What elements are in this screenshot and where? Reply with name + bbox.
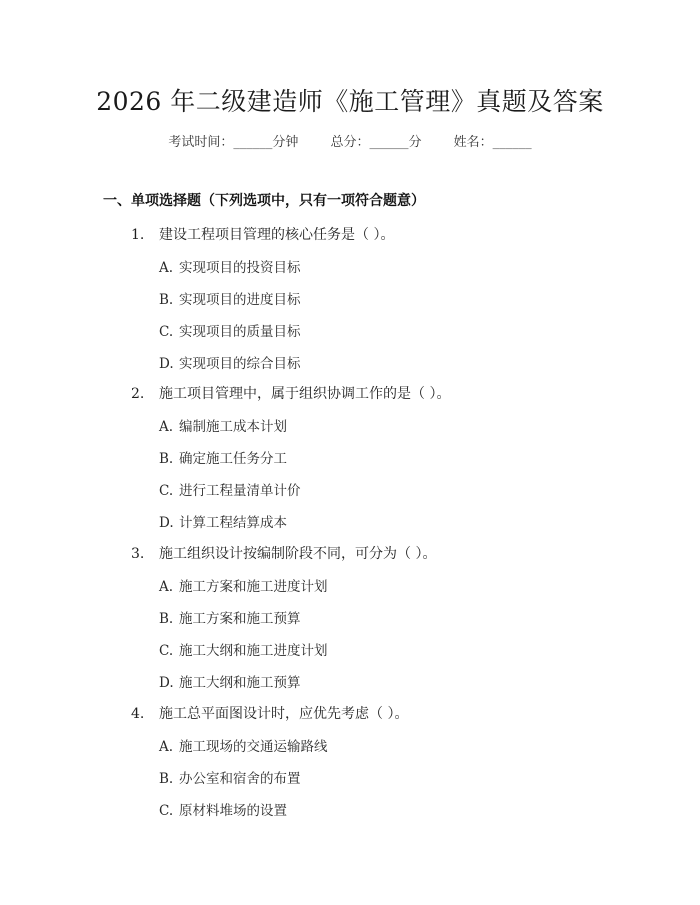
question-text: 建设工程项目管理的核心任务是（ ）。 [159, 227, 395, 243]
exam-info [0, 131, 700, 150]
option [159, 735, 328, 755]
option-text: 确定施工任务分工 [179, 451, 287, 467]
option-text: 实现项目的进度目标 [179, 292, 301, 308]
option-text: 施工现场的交通运输路线 [179, 739, 328, 755]
section-heading: 一、单项选择题（下列选项中，只有一项符合题意） [103, 193, 425, 209]
option [159, 511, 287, 531]
question-2 [131, 383, 450, 403]
option-letter: D. [159, 675, 174, 691]
question-number: 2. [131, 386, 145, 402]
option-text: 施工大纲和施工预算 [179, 675, 301, 691]
option-letter: B. [159, 611, 174, 627]
option-text: 施工方案和施工预算 [179, 611, 301, 627]
option-letter: B. [159, 451, 174, 467]
option [159, 352, 301, 372]
question-4 [131, 703, 408, 723]
option-letter: A. [159, 419, 174, 435]
question-number: 1. [131, 227, 145, 243]
option-letter: C. [159, 643, 174, 659]
option [159, 288, 301, 308]
question-text: 施工总平面图设计时，应优先考虑（ ）。 [159, 706, 409, 722]
option-letter: B. [159, 292, 174, 308]
option-letter: C. [159, 324, 174, 340]
option-text: 实现项目的综合目标 [179, 356, 301, 372]
option-text: 实现项目的投资目标 [179, 260, 301, 276]
total-score-field: 总分：______分 [330, 135, 422, 150]
option-text: 实现项目的质量目标 [179, 324, 301, 340]
option-text: 编制施工成本计划 [179, 419, 287, 435]
question-text: 施工项目管理中，属于组织协调工作的是（ ）。 [159, 386, 451, 402]
question-1 [131, 224, 394, 244]
option [159, 767, 301, 787]
option-letter: B. [159, 771, 174, 787]
option [159, 639, 328, 659]
page-title: 2026 年二级建造师《施工管理》真题及答案 [96, 87, 604, 116]
option-text: 进行工程量清单计价 [179, 483, 301, 499]
option [159, 671, 301, 691]
option-letter: A. [159, 579, 174, 595]
option [159, 607, 301, 627]
exam-time-field: 考试时间：______分钟 [168, 135, 299, 150]
option [159, 575, 328, 595]
question-number: 3. [131, 546, 145, 562]
option-letter: C. [159, 803, 174, 819]
option [159, 799, 287, 819]
option-letter: D. [159, 356, 174, 372]
option [159, 415, 287, 435]
question-number: 4. [131, 706, 145, 722]
option [159, 320, 301, 340]
option-text: 办公室和宿舍的布置 [179, 771, 301, 787]
option [159, 479, 301, 499]
name-field: 姓名：______ [453, 135, 532, 150]
option-text: 原材料堆场的设置 [179, 803, 287, 819]
option-text: 计算工程结算成本 [179, 515, 287, 531]
option [159, 256, 301, 276]
option-letter: D. [159, 515, 174, 531]
question-3 [131, 543, 436, 563]
question-text: 施工组织设计按编制阶段不同，可分为（ ）。 [159, 546, 437, 562]
option-text: 施工方案和施工进度计划 [179, 579, 328, 595]
option-letter: A. [159, 739, 174, 755]
option-letter: C. [159, 483, 174, 499]
option-text: 施工大纲和施工进度计划 [179, 643, 328, 659]
option [159, 447, 287, 467]
option-letter: A. [159, 260, 174, 276]
